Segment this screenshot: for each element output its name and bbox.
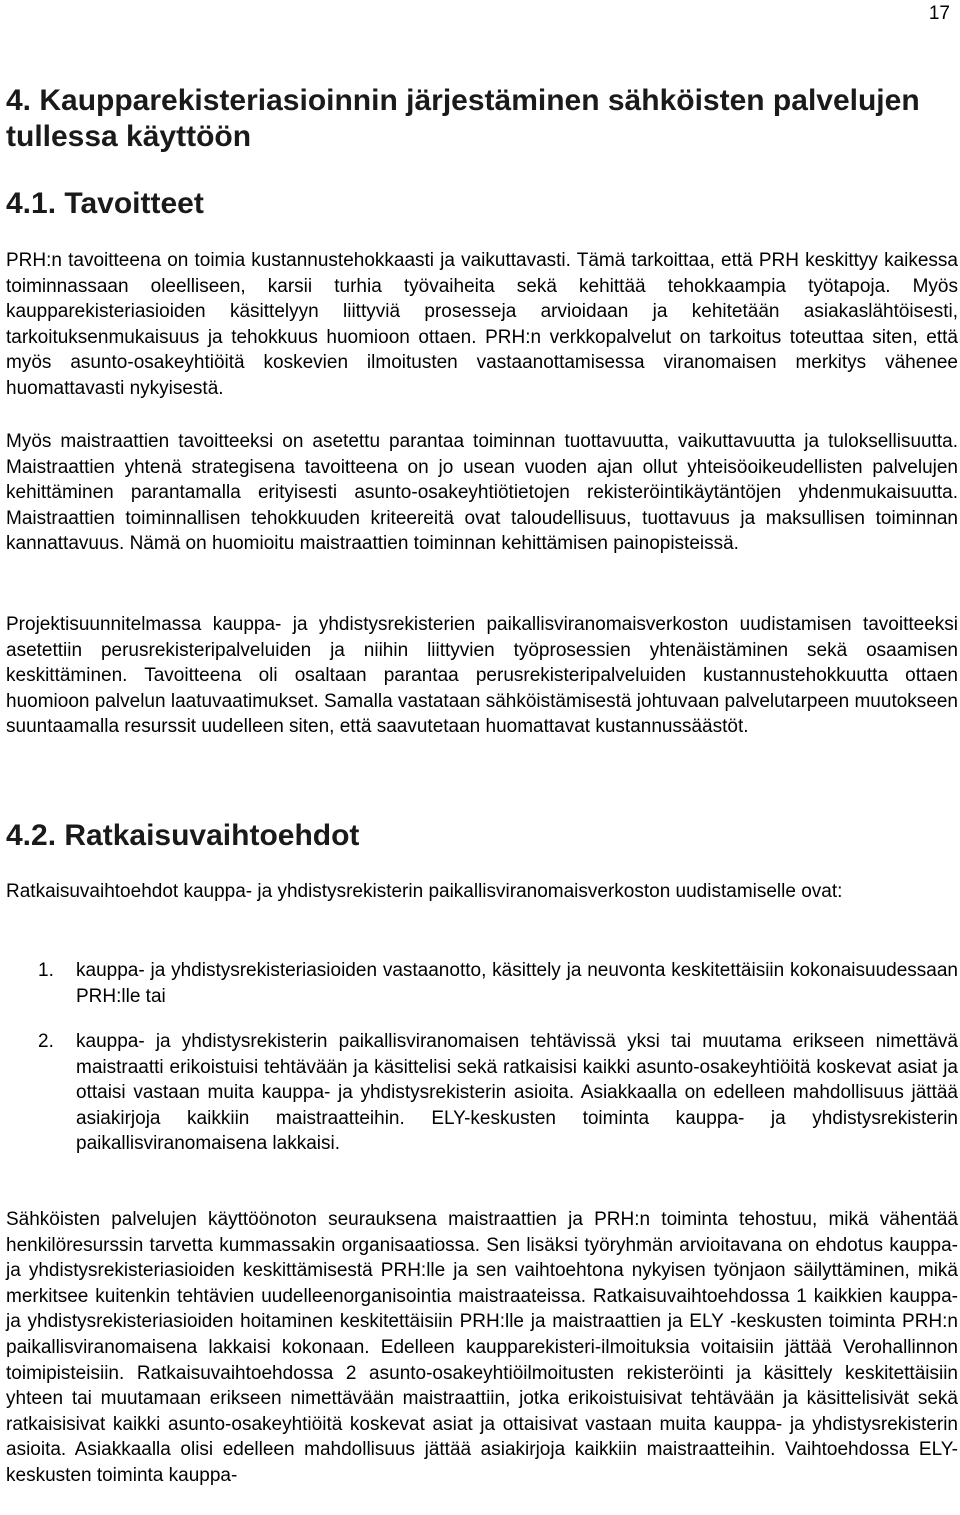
- section-heading-ratkaisuvaihtoehdot: 4.2. Ratkaisuvaihtoehdot: [6, 819, 360, 852]
- paragraph: PRH:n tavoitteena on toimia kustannustehokkaasti ja vaikuttavasti. Tämä tarkoittaa, että PRH keskittyy kaikessa toiminnassaan oleelliseen, karsii turhia työvaiheita sekä kehittää tehokkaampia työtapoja. Myös kaupparekisteriasioiden käsittelyyn liittyviä prosesseja arvioidaan ja kehitetään asiakaslähtöisesti, tarkoituksenmukaisuus ja tehokkuus huomioon ottaen. PRH:n verkkopalvelut on tarkoitus toteuttaa siten, että myös asunto-osakeyhtiöitä koskevien ilmoitusten vastaanottamisessa viranomaisen merkitys vähenee huomattavasti nykyisestä.: [6, 250, 958, 399]
- section-heading-tavoitteet: 4.1. Tavoitteet: [6, 187, 204, 220]
- paragraph-intro: Ratkaisuvaihtoehdot kauppa- ja yhdistysrekisterin paikallisviranomaisverkoston uudistamiselle ovat:: [6, 881, 843, 902]
- chapter-heading: 4. Kaupparekisteriasioinnin järjestäminen sähköisten palvelujen tullessa käyttöön: [6, 84, 920, 153]
- paragraph: Myös maistraattien tavoitteeksi on asetettu parantaa toiminnan tuottavuutta, vaikuttavuutta ja tuloksellisuutta. Maistraattien yhtenä strategisena tavoitteena on jo usean vuoden ajan ollut yhteisöoikeudellisten palvelujen kehittäminen parantamalla erityisesti asunto-osakeyhtiötietojen rekisteröintikäytäntöjen yhdenmukaisuutta. Maistraattien toiminnallisen tehokkuuden kriteereitä ovat taloudellisuus, tuottavuus ja maksullisen toiminnan kannattavuus. Nämä on huomioitu maistraattien toiminnan kehittämisen painopisteissä.: [6, 431, 958, 555]
- list-item: [6, 1029, 958, 1157]
- paragraph-closing: Sähköisten palvelujen käyttöönoton seurauksena maistraattien ja PRH:n toiminta tehostuu, mikä vähentää henkilöresurssin tarvetta kummassakin organisaatiossa. Sen lisäksi työryhmän arvioitavana on ehdotus kauppa- ja yhdistysrekisteriasioiden keskittämisestä PRH:lle ja sen vaihtoehtona nykyisen työnjaon säilyttäminen, mikä merkitsee kuitenkin tehtävien uudelleenorganisointia maistraateissa. Ratkaisuvaihtoehdossa 1 kaikkien kauppa- ja yhdistysrekisteriasioiden hoitaminen keskitettäisiin PRH:lle ja maistraattien ja ELY -keskusten toiminta PRH:n paikallisviranomaisena lakkaisi kokonaan. Edelleen kaupparekisteri-ilmoituksia voitaisiin jättää Verohallinnon toimipisteisiin. Ratkaisuvaihtoehdossa 2 asunto-osakeyhtiöilmoitusten rekisteröinti ja käsittely keskitettäisiin yhteen tai muutamaan erikseen nimettävään maistraattiin, jotka erikoistuisivat tehtävään ja käsittelisivät sekä ratkaisisivat kaikki asunto-osakeyhtiöitä koskevat asiat ja ottaisivat vastaan muita kauppa- ja yhdistysrekisterin asioita. Asiakkaalla olisi edelleen mahdollisuus jättää asiakirjoja kaikkiin maistraatteihin. Vaihtoehdossa ELY-keskusten toiminta kauppa-: [6, 1209, 958, 1486]
- list-number: 1.: [38, 960, 54, 981]
- paragraph: Projektisuunnitelmassa kauppa- ja yhdistysrekisterien paikallisviranomaisverkoston uudistamisen tavoitteeksi asetettiin perusrekisteripalveluiden ja niihin liittyvien työprosessien yhtenäistäminen sekä osaamisen keskittäminen. Tavoitteena oli osaltaan parantaa perusrekisteripalveluiden kustannustehokkuutta ottaen huomioon palvelun laatuvaatimukset. Samalla vastataan sähköistämisestä johtuvaan palvelutarpeen muutokseen suuntaamalla resurssit uudelleen siten, että saavutetaan huomattavat kustannussäästöt.: [6, 614, 958, 738]
- list-number: 2.: [38, 1031, 54, 1052]
- list-text: kauppa- ja yhdistysrekisterin paikallisviranomaisen tehtävissä yksi tai muutama erikseen nimettävä maistraatti erikoistuisi tehtävään ja käsittelisi sekä ratkaisisi kaikki asunto-osakeyhtiöitä koskevat asiat ja ottaisi vastaan muita kauppa- ja yhdistysrekisterin asioita. Asiakkaalla on edelleen mahdollisuus jättää asiakirjoja kaikkiin maistraatteihin. ELY-keskusten toiminta kauppa- ja yhdistysrekisterin paikallisviranomaisena lakkaisi.: [76, 1031, 958, 1155]
- page-number: 17: [928, 3, 950, 24]
- list-item: [6, 958, 958, 1009]
- list-text: kauppa- ja yhdistysrekisteriasioiden vastaanotto, käsittely ja neuvonta keskitettäisiin kokonaisuudessaan PRH:lle tai: [76, 960, 958, 1007]
